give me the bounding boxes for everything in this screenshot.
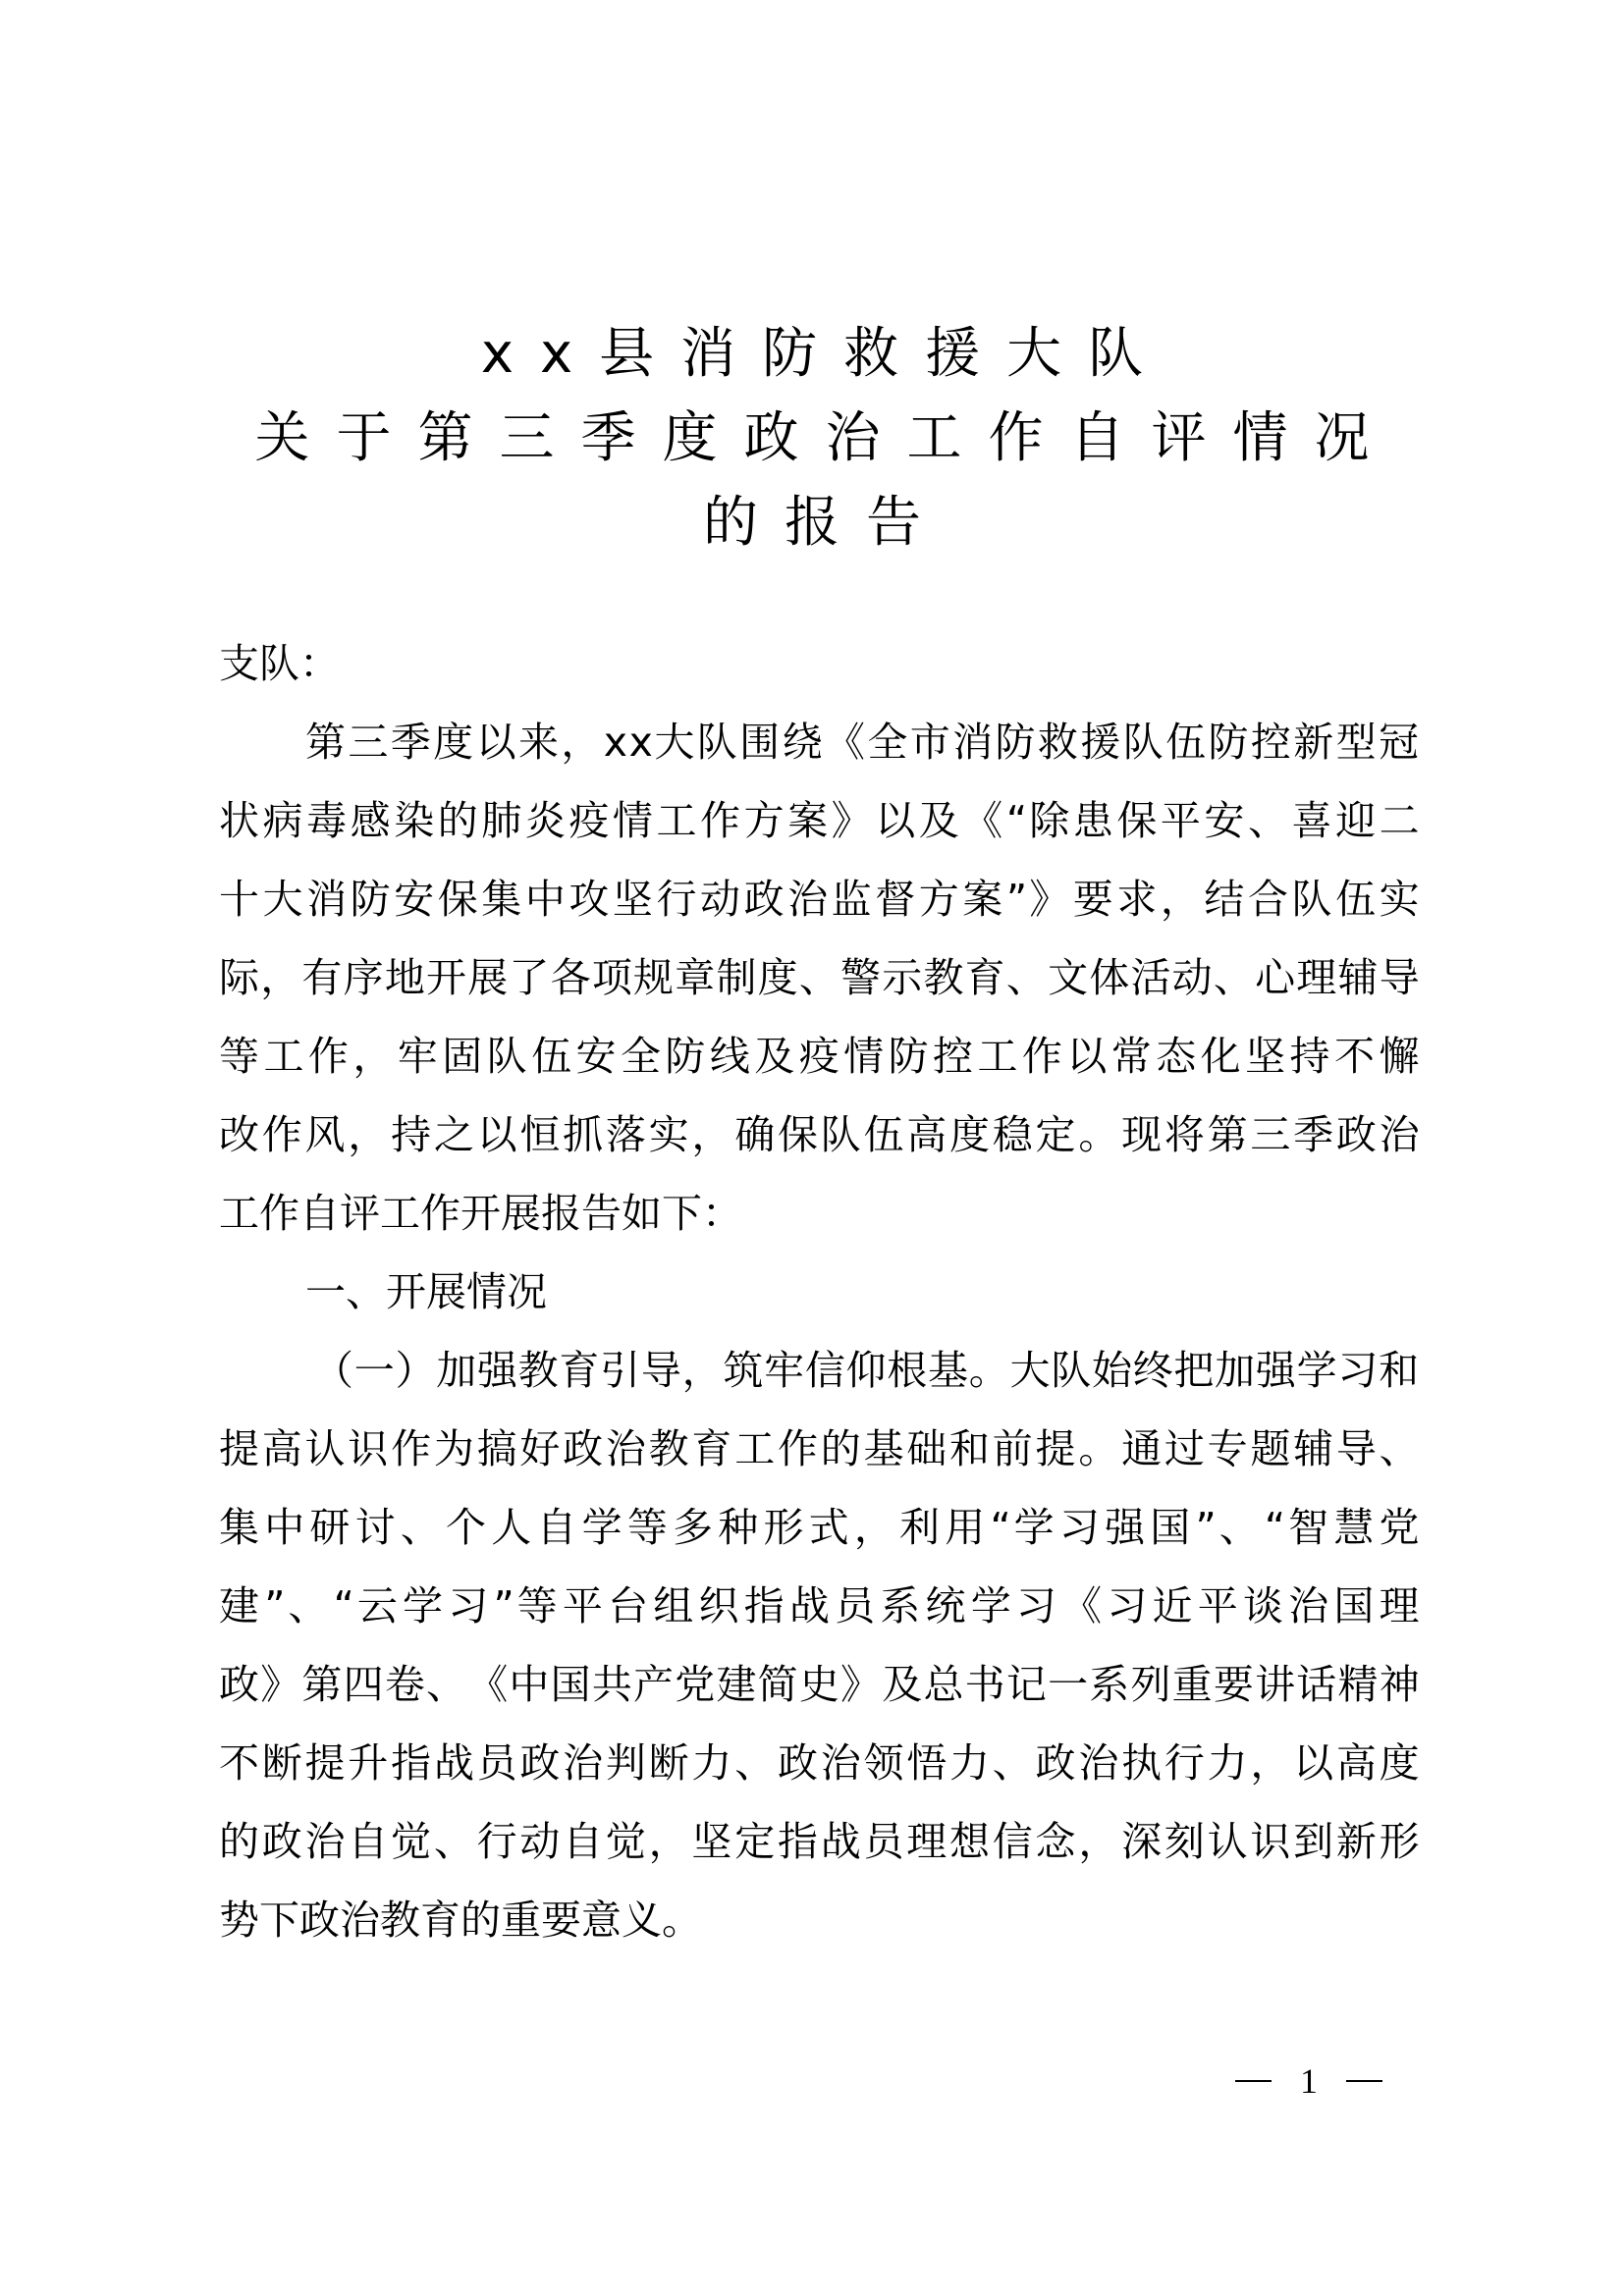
document-body — [219, 624, 1419, 1959]
title-line-1: xx县消防救援大队 — [480, 322, 1170, 386]
paragraph-line: 的 政 治 自 觉 、 行 动 自 觉 ， 坚 定 指 战 员 理 想 信 念 ， 深 刻 认 识 到 新 形 — [219, 1818, 1420, 1865]
paragraph-line: 际 ， 有 序 地 开 展 了 各 项 规 章 制 度 、 警 示 教 育 、 文 体 活 动 、 心 理 辅 导 — [219, 954, 1420, 1001]
paragraph-line: 改 作 风 ， 持 之 以 恒 抓 落 实 ， 确 保 队 伍 高 度 稳 定 。 现 将 第 三 季 政 治 — [219, 1111, 1420, 1158]
page-number-value: 1 — [1300, 2061, 1318, 2101]
document-title — [0, 312, 1624, 565]
paragraph-subsection-1 — [219, 1331, 1419, 1959]
page-number-dash-right — [1346, 2080, 1382, 2082]
section-heading: 一、开展情况 — [305, 1268, 547, 1315]
page-number-dash-left — [1235, 2080, 1272, 2082]
paragraph-line: （ 一 ） 加 强 教 育 引 导 ， 筑 牢 信 仰 根 基 。 大 队 始 终 把 加 强 学 习 和 — [313, 1347, 1420, 1394]
paragraph-line: 第 三 季 度 以 来 ， x x 大 队 围 绕 《 全 市 消 防 救 援 队 伍 防 控 新 型 冠 — [305, 719, 1420, 766]
paragraph-line: 状 病 毒 感 染 的 肺 炎 疫 情 工 作 方 案 》 以 及 《 “ 除 患 保 平 安 、 喜 迎 二 — [219, 797, 1420, 844]
paragraph-line: 集 中 研 讨 、 个 人 自 学 等 多 种 形 式 ， 利 用 “ 学 习 强 国 ” 、 “ 智 慧 党 — [219, 1504, 1420, 1551]
title-line-3: 的报告 — [703, 491, 947, 555]
paragraph-intro — [219, 703, 1419, 1253]
paragraph-line: 工作自评工作开展报告如下： — [219, 1190, 742, 1237]
title-line-2: 关于第三季度政治工作自评情况 — [254, 406, 1396, 470]
paragraph-line: 政 》 第 四 卷 、 《 中 国 共 产 党 建 简 史 》 及 总 书 记 一 系 列 重 要 讲 话 精 神 — [219, 1661, 1420, 1708]
paragraph-line: 十 大 消 防 安 保 集 中 攻 坚 行 动 政 治 监 督 方 案 ” 》 要 求 ， 结 合 队 伍 实 — [219, 876, 1420, 923]
paragraph-line: 提 高 认 识 作 为 搞 好 政 治 教 育 工 作 的 基 础 和 前 提 。 通 过 专 题 辅 导 、 — [219, 1425, 1420, 1472]
salutation: 支队： — [219, 640, 340, 687]
paragraph-line: 势下政治教育的重要意义。 — [219, 1896, 702, 1944]
paragraph-line: 不 断 提 升 指 战 员 政 治 判 断 力 、 政 治 领 悟 力 、 政 治 执 行 力 ， 以 高 度 — [219, 1739, 1420, 1787]
paragraph-line: 建 ” 、 “ 云 学 习 ” 等 平 台 组 织 指 战 员 系 统 学 习 《 习 近 平 谈 治 国 理 — [219, 1582, 1420, 1629]
paragraph-line: 等 工 作 ， 牢 固 队 伍 安 全 防 线 及 疫 情 防 控 工 作 以 常 态 化 坚 持 不 懈 — [219, 1033, 1420, 1080]
page-number — [1235, 2059, 1382, 2103]
